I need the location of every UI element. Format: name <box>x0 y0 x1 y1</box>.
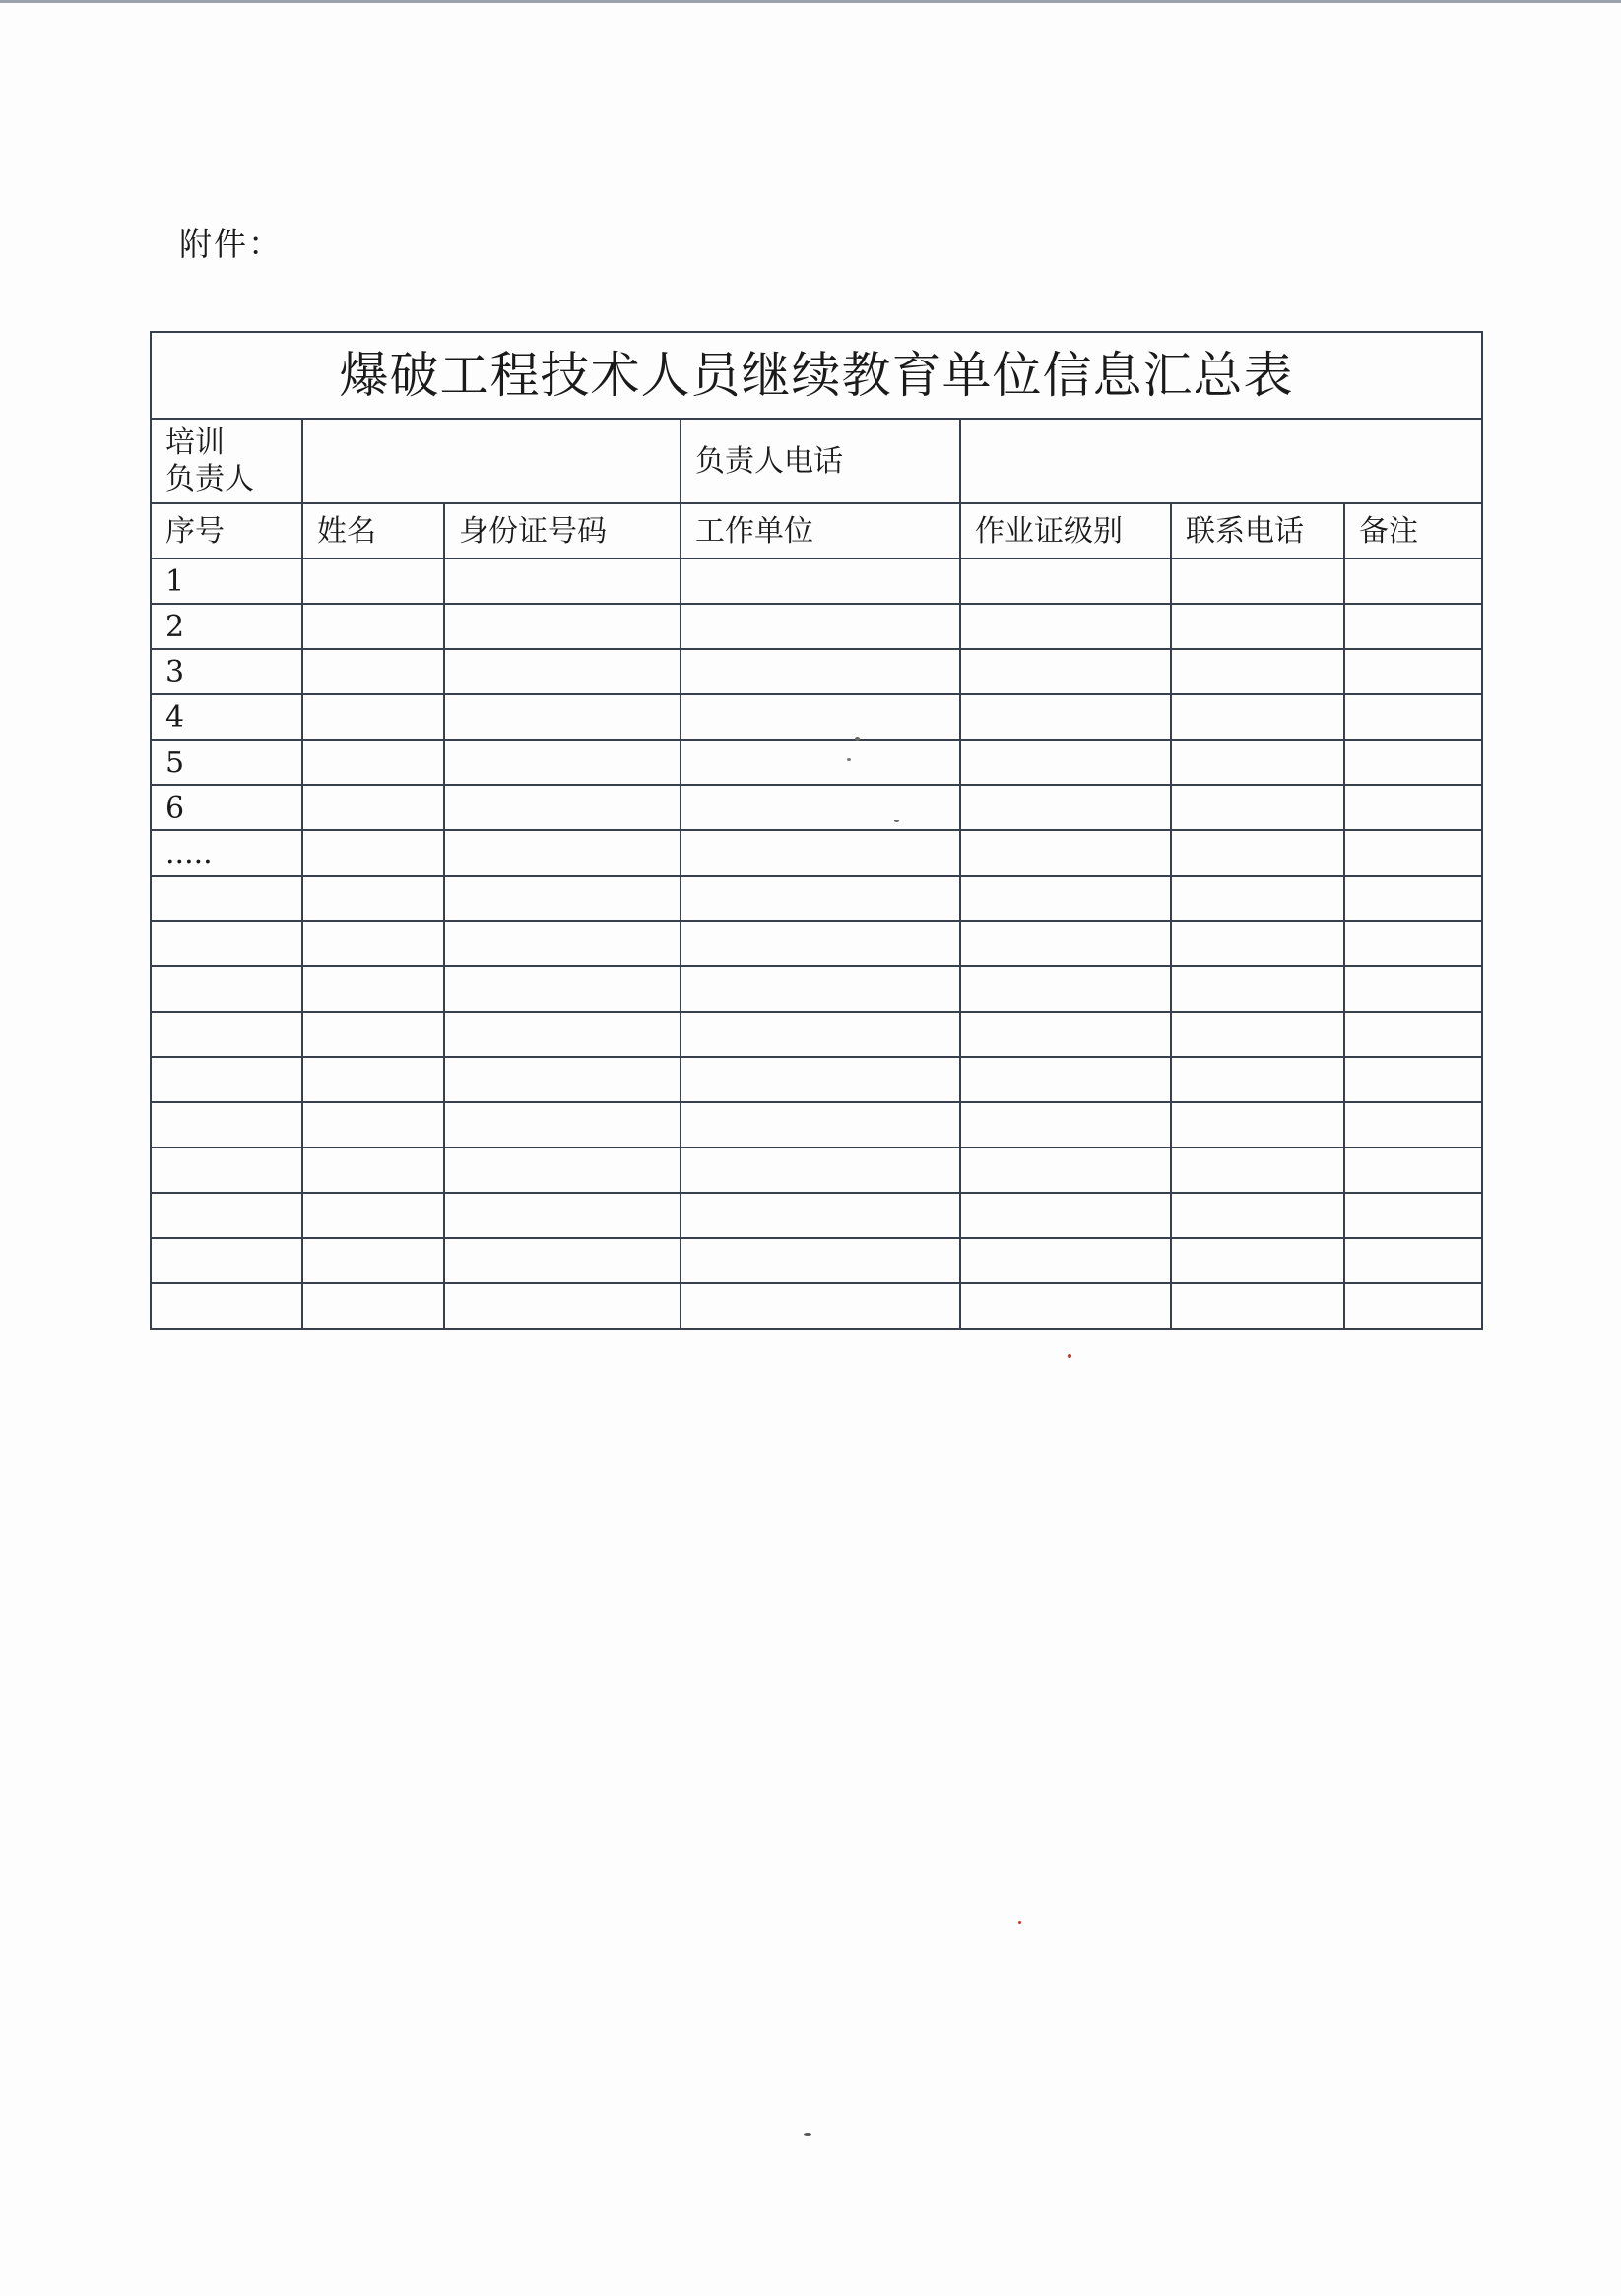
scan-speck <box>855 737 860 741</box>
cell-id-number[interactable] <box>444 1193 681 1238</box>
scan-speck <box>847 758 851 761</box>
training-person-label-line1: 培训 <box>165 425 225 460</box>
cell-remarks[interactable] <box>1344 1148 1482 1193</box>
cell-certificate-level[interactable] <box>960 649 1171 694</box>
cell-certificate-level[interactable] <box>960 1148 1171 1193</box>
cell-id-number[interactable] <box>444 1102 681 1148</box>
cell-contact-phone[interactable] <box>1171 921 1344 966</box>
header-index: 序号 <box>151 503 302 558</box>
table-row <box>151 604 1482 649</box>
cell-contact-phone[interactable] <box>1171 649 1344 694</box>
cell-remarks[interactable] <box>1344 558 1482 604</box>
cell-remarks[interactable] <box>1344 740 1482 785</box>
table-row <box>151 1148 1482 1193</box>
cell-name[interactable] <box>302 694 444 740</box>
cell-index <box>151 1102 302 1148</box>
cell-index <box>151 921 302 966</box>
cell-work-unit[interactable] <box>681 876 960 921</box>
cell-contact-phone[interactable] <box>1171 1238 1344 1283</box>
cell-remarks[interactable] <box>1344 604 1482 649</box>
cell-name[interactable] <box>302 1012 444 1057</box>
cell-remarks[interactable] <box>1344 785 1482 830</box>
cell-remarks[interactable] <box>1344 830 1482 876</box>
cell-remarks[interactable] <box>1344 694 1482 740</box>
cell-contact-phone[interactable] <box>1171 1012 1344 1057</box>
scan-speck <box>1018 1921 1021 1924</box>
cell-certificate-level[interactable] <box>960 876 1171 921</box>
cell-name[interactable] <box>302 1102 444 1148</box>
cell-work-unit[interactable] <box>681 921 960 966</box>
header-remarks: 备注 <box>1344 503 1482 558</box>
header-contact-phone: 联系电话 <box>1171 503 1344 558</box>
cell-contact-phone[interactable] <box>1171 740 1344 785</box>
cell-work-unit[interactable] <box>681 649 960 694</box>
cell-name[interactable] <box>302 1148 444 1193</box>
cell-name[interactable] <box>302 1283 444 1329</box>
table-row <box>151 740 1482 785</box>
cell-certificate-level[interactable] <box>960 558 1171 604</box>
cell-work-unit[interactable] <box>681 785 960 830</box>
cell-work-unit[interactable] <box>681 1057 960 1102</box>
training-person-label <box>151 419 302 503</box>
cell-index <box>151 1193 302 1238</box>
cell-remarks[interactable] <box>1344 966 1482 1012</box>
cell-name[interactable] <box>302 740 444 785</box>
table-row <box>151 649 1482 694</box>
cell-index: 3 <box>151 649 302 694</box>
cell-id-number[interactable] <box>444 694 681 740</box>
cell-remarks[interactable] <box>1344 876 1482 921</box>
table-row <box>151 1102 1482 1148</box>
cell-index: 5 <box>151 740 302 785</box>
cell-id-number[interactable] <box>444 1148 681 1193</box>
cell-name[interactable] <box>302 649 444 694</box>
cell-index <box>151 1012 302 1057</box>
summary-table <box>150 331 1483 1330</box>
header-name: 姓名 <box>302 503 444 558</box>
cell-remarks[interactable] <box>1344 1238 1482 1283</box>
header-id-number: 身份证号码 <box>444 503 681 558</box>
cell-certificate-level[interactable] <box>960 1283 1171 1329</box>
cell-work-unit[interactable] <box>681 1283 960 1329</box>
cell-contact-phone[interactable] <box>1171 1057 1344 1102</box>
cell-remarks[interactable] <box>1344 1012 1482 1057</box>
cell-work-unit[interactable] <box>681 694 960 740</box>
cell-id-number[interactable] <box>444 785 681 830</box>
cell-work-unit[interactable] <box>681 1012 960 1057</box>
cell-id-number[interactable] <box>444 1238 681 1283</box>
cell-index <box>151 1148 302 1193</box>
scan-speck <box>804 2133 811 2136</box>
header-work-unit: 工作单位 <box>681 503 960 558</box>
cell-index <box>151 1057 302 1102</box>
cell-contact-phone[interactable] <box>1171 966 1344 1012</box>
cell-id-number[interactable] <box>444 876 681 921</box>
cell-id-number[interactable] <box>444 830 681 876</box>
header-certificate-level: 作业证级别 <box>960 503 1171 558</box>
cell-certificate-level[interactable] <box>960 966 1171 1012</box>
cell-work-unit[interactable] <box>681 1148 960 1193</box>
cell-name[interactable] <box>302 1238 444 1283</box>
cell-id-number[interactable] <box>444 1057 681 1102</box>
table-row <box>151 921 1482 966</box>
cell-contact-phone[interactable] <box>1171 1193 1344 1238</box>
cell-contact-phone[interactable] <box>1171 694 1344 740</box>
cell-work-unit[interactable] <box>681 740 960 785</box>
cell-id-number[interactable] <box>444 558 681 604</box>
table-row <box>151 1193 1482 1238</box>
training-person-label-line2: 负责人 <box>165 462 254 496</box>
cell-id-number[interactable] <box>444 604 681 649</box>
table-row <box>151 1283 1482 1329</box>
cell-certificate-level[interactable] <box>960 785 1171 830</box>
table-row <box>151 785 1482 830</box>
cell-certificate-level[interactable] <box>960 1193 1171 1238</box>
table-row <box>151 558 1482 604</box>
phone-field[interactable] <box>960 419 1482 503</box>
cell-id-number[interactable] <box>444 921 681 966</box>
cell-work-unit[interactable] <box>681 604 960 649</box>
cell-work-unit[interactable] <box>681 1102 960 1148</box>
cell-remarks[interactable] <box>1344 1193 1482 1238</box>
cell-name[interactable] <box>302 876 444 921</box>
header-row <box>151 503 1482 558</box>
scan-speck <box>894 820 899 822</box>
cell-name[interactable] <box>302 1193 444 1238</box>
cell-name[interactable] <box>302 921 444 966</box>
cell-contact-phone[interactable] <box>1171 1283 1344 1329</box>
cell-index <box>151 966 302 1012</box>
cell-index <box>151 876 302 921</box>
cell-contact-phone[interactable] <box>1171 604 1344 649</box>
cell-id-number[interactable] <box>444 740 681 785</box>
cell-index: ..... <box>151 830 302 876</box>
cell-remarks[interactable] <box>1344 1057 1482 1102</box>
cell-name[interactable] <box>302 1057 444 1102</box>
cell-name[interactable] <box>302 785 444 830</box>
cell-name[interactable] <box>302 830 444 876</box>
cell-name[interactable] <box>302 604 444 649</box>
table-row <box>151 876 1482 921</box>
cell-name[interactable] <box>302 966 444 1012</box>
cell-contact-phone[interactable] <box>1171 830 1344 876</box>
cell-contact-phone[interactable] <box>1171 1148 1344 1193</box>
table-row <box>151 1238 1482 1283</box>
cell-certificate-level[interactable] <box>960 604 1171 649</box>
table-row <box>151 966 1482 1012</box>
cell-contact-phone[interactable] <box>1171 876 1344 921</box>
cell-certificate-level[interactable] <box>960 1102 1171 1148</box>
cell-id-number[interactable] <box>444 649 681 694</box>
cell-certificate-level[interactable] <box>960 1238 1171 1283</box>
cell-contact-phone[interactable] <box>1171 785 1344 830</box>
cell-id-number[interactable] <box>444 1283 681 1329</box>
table-row <box>151 1012 1482 1057</box>
table-row <box>151 1057 1482 1102</box>
cell-remarks[interactable] <box>1344 921 1482 966</box>
table-row <box>151 694 1482 740</box>
cell-certificate-level[interactable] <box>960 830 1171 876</box>
cell-contact-phone[interactable] <box>1171 1102 1344 1148</box>
cell-name[interactable] <box>302 558 444 604</box>
cell-work-unit[interactable] <box>681 1193 960 1238</box>
cell-certificate-level[interactable] <box>960 694 1171 740</box>
table-row <box>151 830 1482 876</box>
cell-index: 6 <box>151 785 302 830</box>
phone-label: 负责人电话 <box>681 419 960 503</box>
cell-index: 4 <box>151 694 302 740</box>
cell-work-unit[interactable] <box>681 1238 960 1283</box>
cell-work-unit[interactable] <box>681 830 960 876</box>
cell-work-unit[interactable] <box>681 966 960 1012</box>
cell-certificate-level[interactable] <box>960 1057 1171 1102</box>
cell-id-number[interactable] <box>444 966 681 1012</box>
scan-edge <box>0 0 1621 3</box>
cell-index: 2 <box>151 604 302 649</box>
cell-id-number[interactable] <box>444 1012 681 1057</box>
attachment-label: 附件： <box>179 225 283 263</box>
cell-certificate-level[interactable] <box>960 921 1171 966</box>
scan-speck <box>1068 1354 1071 1358</box>
cell-remarks[interactable] <box>1344 1283 1482 1329</box>
cell-index: 1 <box>151 558 302 604</box>
cell-certificate-level[interactable] <box>960 1012 1171 1057</box>
cell-index <box>151 1238 302 1283</box>
table-title: 爆破工程技术人员继续教育单位信息汇总表 <box>151 332 1482 419</box>
cell-work-unit[interactable] <box>681 558 960 604</box>
cell-remarks[interactable] <box>1344 649 1482 694</box>
cell-certificate-level[interactable] <box>960 740 1171 785</box>
cell-index <box>151 1283 302 1329</box>
training-person-field[interactable] <box>302 419 681 503</box>
cell-contact-phone[interactable] <box>1171 558 1344 604</box>
cell-remarks[interactable] <box>1344 1102 1482 1148</box>
